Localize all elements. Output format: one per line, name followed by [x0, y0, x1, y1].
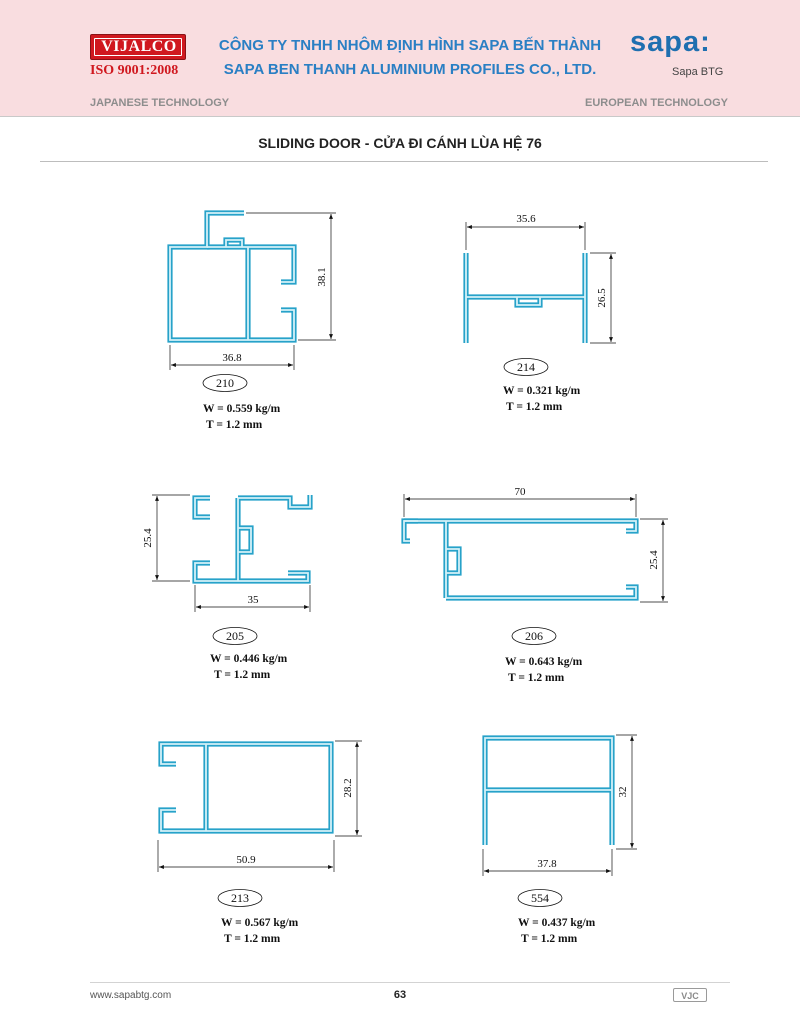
profile-210-height: 38.1 — [316, 267, 328, 287]
profile-206-thickness: T = 1.2 mm — [508, 672, 565, 684]
profile-210-code: 210 — [216, 376, 234, 390]
profile-554-code: 554 — [531, 891, 549, 905]
footer-divider — [90, 982, 730, 983]
iso-certification: ISO 9001:2008 — [90, 63, 179, 78]
profile-554-height: 32 — [617, 786, 629, 798]
japanese-technology-label: JAPANESE TECHNOLOGY — [90, 97, 230, 109]
profile-213-width: 50.9 — [236, 854, 256, 866]
profile-205-code: 205 — [226, 629, 244, 643]
profile-554-weight: W = 0.437 kg/m — [518, 917, 596, 929]
profile-205-weight: W = 0.446 kg/m — [210, 653, 288, 665]
profile-210-width: 36.8 — [222, 352, 242, 364]
profile-554-width: 37.8 — [537, 858, 557, 870]
profile-outlines-outer — [161, 213, 636, 845]
profile-214-height: 26.5 — [596, 288, 608, 308]
profile-205-thickness: T = 1.2 mm — [214, 669, 271, 681]
profile-206-drawing — [404, 521, 636, 598]
footer-website: www.sapabtg.com — [90, 990, 172, 1001]
profile-213-code: 213 — [231, 891, 249, 905]
vijalco-logo-text: VIJALCO — [101, 38, 177, 55]
profile-206-weight: W = 0.643 kg/m — [505, 656, 583, 668]
profile-214-weight: W = 0.321 kg/m — [503, 385, 581, 397]
profile-213-thickness: T = 1.2 mm — [224, 933, 281, 945]
profile-213-height: 28.2 — [342, 778, 354, 798]
code-badges — [203, 359, 562, 907]
sapa-logo-text: sapa: — [630, 26, 711, 58]
vjc-mark: VJC — [673, 988, 707, 1002]
page-title: SLIDING DOOR - CỬA ĐI CÁNH LÙA HỆ 76 — [258, 135, 542, 151]
company-name-english: SAPA BEN THANH ALUMINIUM PROFILES CO., LTD. — [223, 61, 597, 78]
profile-214-code: 214 — [517, 360, 535, 374]
profile-210-weight: W = 0.559 kg/m — [203, 403, 281, 415]
company-name-vietnamese: CÔNG TY TNHH NHÔM ĐỊNH HÌNH SAPA BẾN THÀNH — [218, 37, 602, 54]
dimension-lines — [152, 213, 668, 876]
profile-206-code: 206 — [525, 629, 543, 643]
profile-210-drawing — [170, 213, 294, 340]
profile-554-thickness: T = 1.2 mm — [521, 933, 578, 945]
profile-codes — [216, 360, 549, 905]
profile-205-width: 35 — [247, 594, 259, 606]
profile-outlines-inner — [161, 213, 636, 845]
profile-214-width: 35.6 — [516, 213, 536, 225]
page-number: 63 — [393, 989, 407, 1001]
dimension-values — [142, 213, 660, 870]
profile-214-drawing — [466, 253, 585, 343]
profile-206-width: 70 — [514, 486, 526, 498]
european-technology-label: EUROPEAN TECHNOLOGY — [584, 97, 728, 109]
profile-210-thickness: T = 1.2 mm — [206, 419, 263, 431]
sapa-logo-subtitle: Sapa BTG — [672, 66, 724, 78]
profile-213-drawing — [161, 744, 331, 831]
profile-214-thickness: T = 1.2 mm — [506, 401, 563, 413]
profile-213-weight: W = 0.567 kg/m — [221, 917, 299, 929]
profile-206-height: 25.4 — [648, 550, 660, 570]
profile-554-drawing — [485, 738, 612, 845]
profile-205-height: 25.4 — [142, 528, 154, 548]
